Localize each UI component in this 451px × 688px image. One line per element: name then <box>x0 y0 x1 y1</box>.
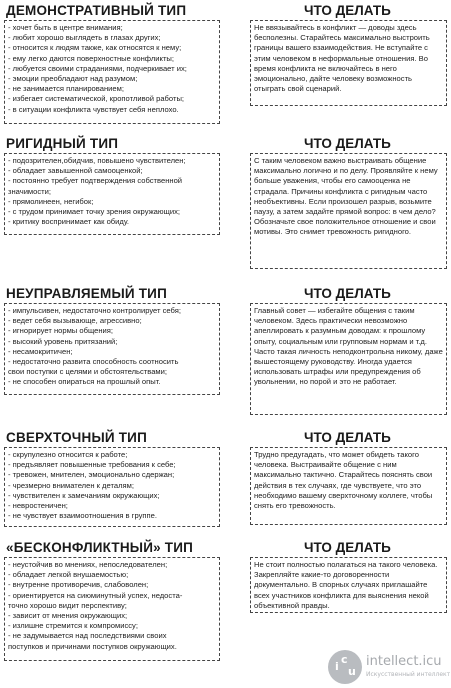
trait-line: - любит хорошо выглядеть в глазах других; <box>8 33 161 43</box>
advice-text: Главный совет — избегайте общения с таким человеком. Здесь практически невозможно апеллировать к разумным доводам: к прошлому опыту, социальным или групповым нормам и т.д. Часто такая личность неподконтрольна никому, даже вышестоящему руководству. Иногда удается использовать штрафы или предупреждения об увольнении, но порой и это не работает. <box>254 306 443 387</box>
advice-text: Трудно предугадать, что может обидеть такого человека. Выстраивайте общение с ним максимально тактично. Старайтесь пояснять свои действия в тех случаях, где чувствуете, что это необходимо вашему сверхточному коллеге, чтобы снять его тревожность. <box>254 450 433 511</box>
traits-box <box>4 557 220 661</box>
trait-line: - неустойчив во мнениях, непоследователен; <box>8 560 168 569</box>
logo-letter: i <box>335 660 339 673</box>
trait-line: - относится к людям также, как относятся к нему; <box>8 43 182 53</box>
trait-line: - прямолинеен, негибок; <box>8 196 94 206</box>
trait-line: - игнорирует нормы общения; <box>8 326 113 336</box>
trait-line: - не способен опираться на прошлый опыт. <box>8 377 161 387</box>
section-conflictless <box>0 537 451 663</box>
type-title: НЕУПРАВЛЯЕМЫЙ ТИП <box>6 286 167 301</box>
advice-text: С таким человеком важно выстраивать общение максимально логично и по делу. Проявляйте к нему больше уважения, чтобы его самооценка не страдала. Причины конфликта с ригидным часто необъективны. Если произошел разрыв, возьмите паузу, а затем задайте прямой вопрос: в чем дело? Обозначьте свое положительное отношение и свои мотивы. Это снимет тревожность ригидного. <box>254 156 438 237</box>
watermark <box>322 648 450 688</box>
advice-text: Не стоит полностью полагаться на такого человека. Закрепляйте какие-то договоренности документально. В спорных случаях приглашайте всех участников конфликта для выяснения некой объективной правды. <box>254 560 438 610</box>
traits-box <box>4 153 220 235</box>
section-rigid <box>0 133 451 273</box>
advice-box <box>250 447 447 525</box>
trait-line: - тревожен, мнителен, эмоционально сдержан; <box>8 470 175 480</box>
logo-letter: c <box>341 653 348 666</box>
trait-line: - постоянно требует подтверждения собственной <box>8 176 183 186</box>
trait-line: - эмоции преобладают над разумом; <box>8 74 138 84</box>
watermark-tagline: Искусственный интеллект <box>366 671 451 678</box>
trait-line: - зависит от мнения окружающих; <box>8 611 128 621</box>
trait-line: - избегает систематической, кропотливой работы; <box>8 94 185 104</box>
watermark-logo <box>328 650 362 684</box>
trait-line: - чрезмерно внимателен к деталям; <box>8 480 134 490</box>
section-demonstrative <box>0 0 451 128</box>
trait-line: - любуется своими страданиями, подчеркивает их; <box>8 63 187 73</box>
trait-line: - ориентируется на сиюминутный успех, недоста- <box>8 590 183 600</box>
type-title: СВЕРХТОЧНЫЙ ТИП <box>6 430 147 445</box>
advice-title: ЧТО ДЕЛАТЬ <box>304 430 391 445</box>
trait-line: - ему легко даются поверхностные конфликты; <box>8 53 174 63</box>
trait-line: - недостаточно развита способность соотносить <box>8 357 179 367</box>
type-title: ДЕМОНСТРАТИВНЫЙ ТИП <box>6 3 187 18</box>
trait-line: - предъявляет повышенные требования к себе; <box>8 460 176 470</box>
trait-line: точно хорошо видит перспективу; <box>8 600 127 610</box>
type-title: РИГИДНЫЙ ТИП <box>6 136 119 151</box>
trait-line: - излишне стремится к компромиссу; <box>8 621 138 631</box>
trait-line: - импульсивен, недостаточно контролирует себя; <box>8 306 181 315</box>
section-uncontrollable <box>0 283 451 418</box>
trait-line: - в ситуации конфликта чувствует себя неплохо. <box>8 104 179 114</box>
trait-line: - скрупулезно относится к работе; <box>8 450 128 459</box>
trait-line: - критику воспринимает как обиду. <box>8 217 129 227</box>
trait-line: - не задумывается над последствиями своих <box>8 631 167 641</box>
trait-line: - обладает легкой внушаемостью; <box>8 570 129 580</box>
trait-line: - невростеничен; <box>8 501 68 511</box>
watermark-name: intellect.icu <box>366 654 442 669</box>
advice-box <box>250 153 447 269</box>
trait-line: свои поступки с целями и обстоятельствами; <box>8 367 167 377</box>
advice-title: ЧТО ДЕЛАТЬ <box>304 286 391 301</box>
trait-line: - чувствителен к замечаниям окружающих; <box>8 490 160 500</box>
trait-line: - хочет быть в центре внимания; <box>8 23 123 32</box>
advice-title: ЧТО ДЕЛАТЬ <box>304 136 391 151</box>
advice-box <box>250 557 447 613</box>
logo-letter: u <box>348 665 356 678</box>
traits-box <box>4 447 220 527</box>
trait-line: - ведет себя вызывающе, агрессивно; <box>8 316 142 326</box>
advice-text: Не ввязывайтесь в конфликт — доводы здесь бесполезны. Старайтесь максимально выстроить границы вашего взаимодействия. Не вступайте с этим человеком в неформальные отношения. Во время конфликта не включайтесь в него эмоционально, дайте человеку возможность отыграть свой сценарий. <box>254 23 430 94</box>
trait-line: поступков и причинами поступков окружающих. <box>8 641 177 651</box>
trait-line: значимости; <box>8 186 52 196</box>
trait-line: - подозрителен,обидчив, повышено чувствителен; <box>8 156 186 165</box>
trait-line: - обладает завышенной самооценкой; <box>8 166 143 176</box>
trait-line: - несамокритичен; <box>8 346 73 356</box>
advice-box <box>250 20 447 106</box>
trait-line: - не чувствует взаимоотношения в группе. <box>8 511 157 521</box>
trait-line: - высокий уровень притязаний; <box>8 336 118 346</box>
trait-line: - внутренне противоречив, слабоволен; <box>8 580 149 590</box>
advice-box <box>250 303 447 415</box>
type-title: «БЕСКОНФЛИКТНЫЙ» ТИП <box>6 540 194 555</box>
trait-line: - с трудом принимает точку зрения окружающих; <box>8 207 180 217</box>
section-hyperprecise <box>0 427 451 529</box>
traits-box <box>4 20 220 124</box>
trait-line: - не занимается планированием; <box>8 84 124 94</box>
traits-box <box>4 303 220 395</box>
advice-title: ЧТО ДЕЛАТЬ <box>304 540 391 555</box>
advice-title: ЧТО ДЕЛАТЬ <box>304 3 391 18</box>
